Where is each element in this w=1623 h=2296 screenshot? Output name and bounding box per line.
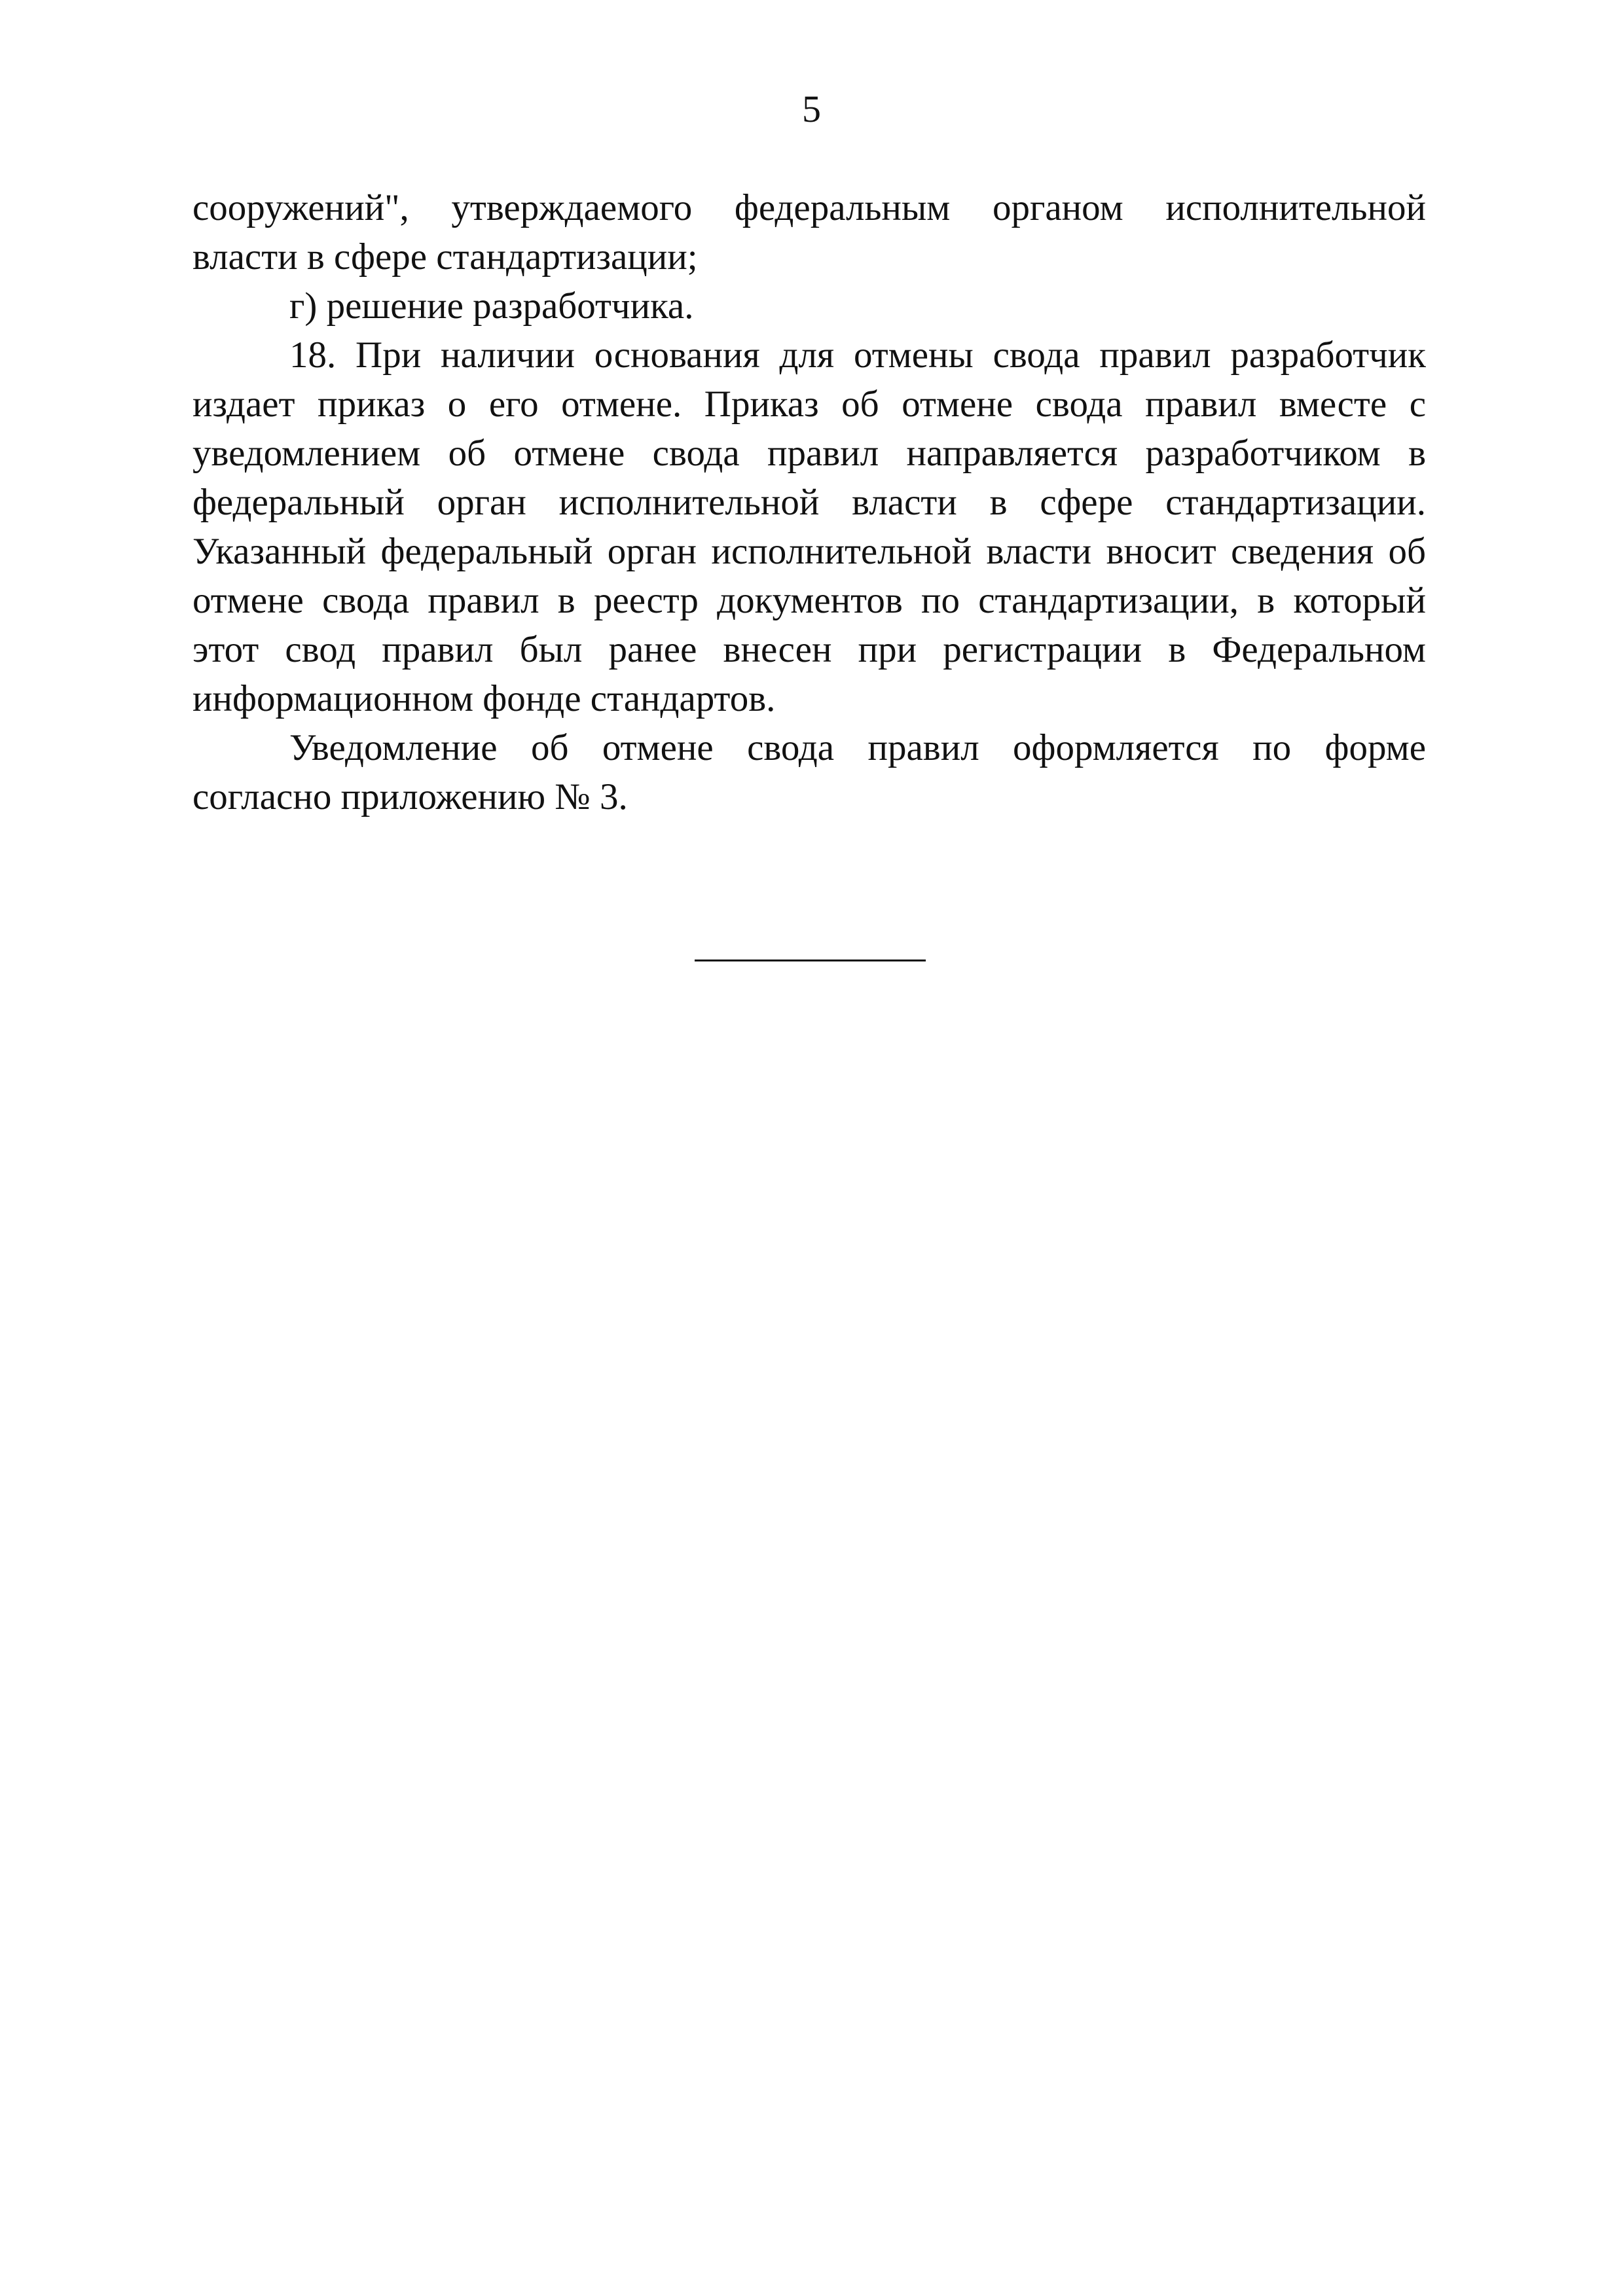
text-line: г) решение разработчика. (289, 285, 694, 327)
text-line: уведомлением об отмене свода правил направляется разработчиком в (192, 433, 1426, 474)
text-line: согласно приложению № 3. (192, 776, 628, 817)
text-line: власти в сфере стандартизации; (192, 236, 698, 278)
text-line: Указанный федеральный орган исполнительной власти вносит сведения об (192, 531, 1426, 572)
text-line: Уведомление об отмене свода правил оформляется по форме (289, 727, 1426, 768)
page-number: 5 (802, 88, 821, 130)
text-line: информационном фонде стандартов. (192, 678, 776, 719)
text-line: этот свод правил был ранее внесен при регистрации в Федеральном (192, 629, 1426, 670)
text-line: сооружений", утверждаемого федеральным органом исполнительной (192, 187, 1426, 228)
text-line: отмене свода правил в реестр документов по стандартизации, в который (192, 580, 1426, 621)
closing-divider-line (695, 960, 926, 961)
text-line: федеральный орган исполнительной власти в сфере стандартизации. (192, 482, 1426, 523)
text-line: издает приказ о его отмене. Приказ об отмене свода правил вместе с (192, 384, 1426, 425)
text-line: 18. При наличии основания для отмены свода правил разработчик (289, 334, 1426, 376)
document-body (192, 183, 1426, 821)
